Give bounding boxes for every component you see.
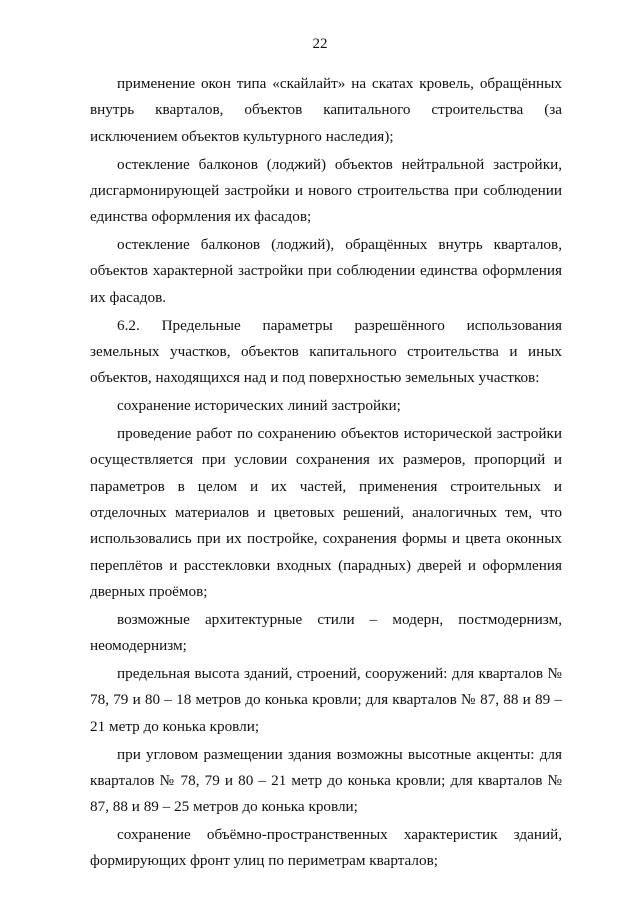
paragraph-maximum-height: предельная высота зданий, строений, сооружений: для кварталов № 78, 79 и 80 – 18 метров до конька кровли; для кварталов № 87, 88 и 89 – 21 метр до конька кровли; (90, 665, 562, 735)
paragraph-volume-spatial-characteristics: сохранение объёмно-пространственных характеристик зданий, формирующих фронт улиц по периметрам кварталов; (90, 826, 562, 870)
document-body (90, 71, 562, 876)
paragraph-skylight-windows: применение окон типа «скайлайт» на скатах кровель, обращённых внутрь кварталов, объектов капитального строительства (за исключением объектов культурного наследия); (90, 75, 562, 145)
paragraph-historic-building-lines: сохранение исторических линий застройки; (117, 397, 401, 415)
paragraph-section-6-2: 6.2. Предельные параметры разрешённого использования земельных участков, объектов капитального строительства и иных объектов, находящихся над и под поверхностью земельных участков: (90, 316, 562, 387)
paragraph-balcony-glazing-characteristic: остекление балконов (лоджий), обращённых внутрь кварталов, объектов характерной застройки при соблюдении единства оформления их фасадов. (90, 236, 562, 306)
paragraph-architectural-styles: возможные архитектурные стили – модерн, постмодернизм, неомодернизм; (90, 610, 562, 655)
page-number: 22 (312, 36, 328, 52)
paragraph-historic-preservation-works: проведение работ по сохранению объектов исторической застройки осуществляется при условии сохранения их размеров, пропорций и параметров в целом и их частей, применения строительных и отделочных материалов и цветовых решений, аналогичных тем, что использовались при их постройке, сохранения формы и цвета оконных переплётов и расстекловки входных (парадных) дверей и оформления дверных проёмов; (90, 424, 562, 601)
paragraph-balcony-glazing-neutral: остекление балконов (лоджий) объектов нейтральной застройки, дисгармонирующей застройки и нового строительства при соблюдении единства оформления их фасадов; (90, 155, 562, 226)
paragraph-corner-height-accents: при угловом размещении здания возможны высотные акценты: для кварталов № 78, 79 и 80 – 21 метр до конька кровли; для кварталов № 87, 88 и 89 – 25 метров до конька кровли; (90, 745, 562, 816)
